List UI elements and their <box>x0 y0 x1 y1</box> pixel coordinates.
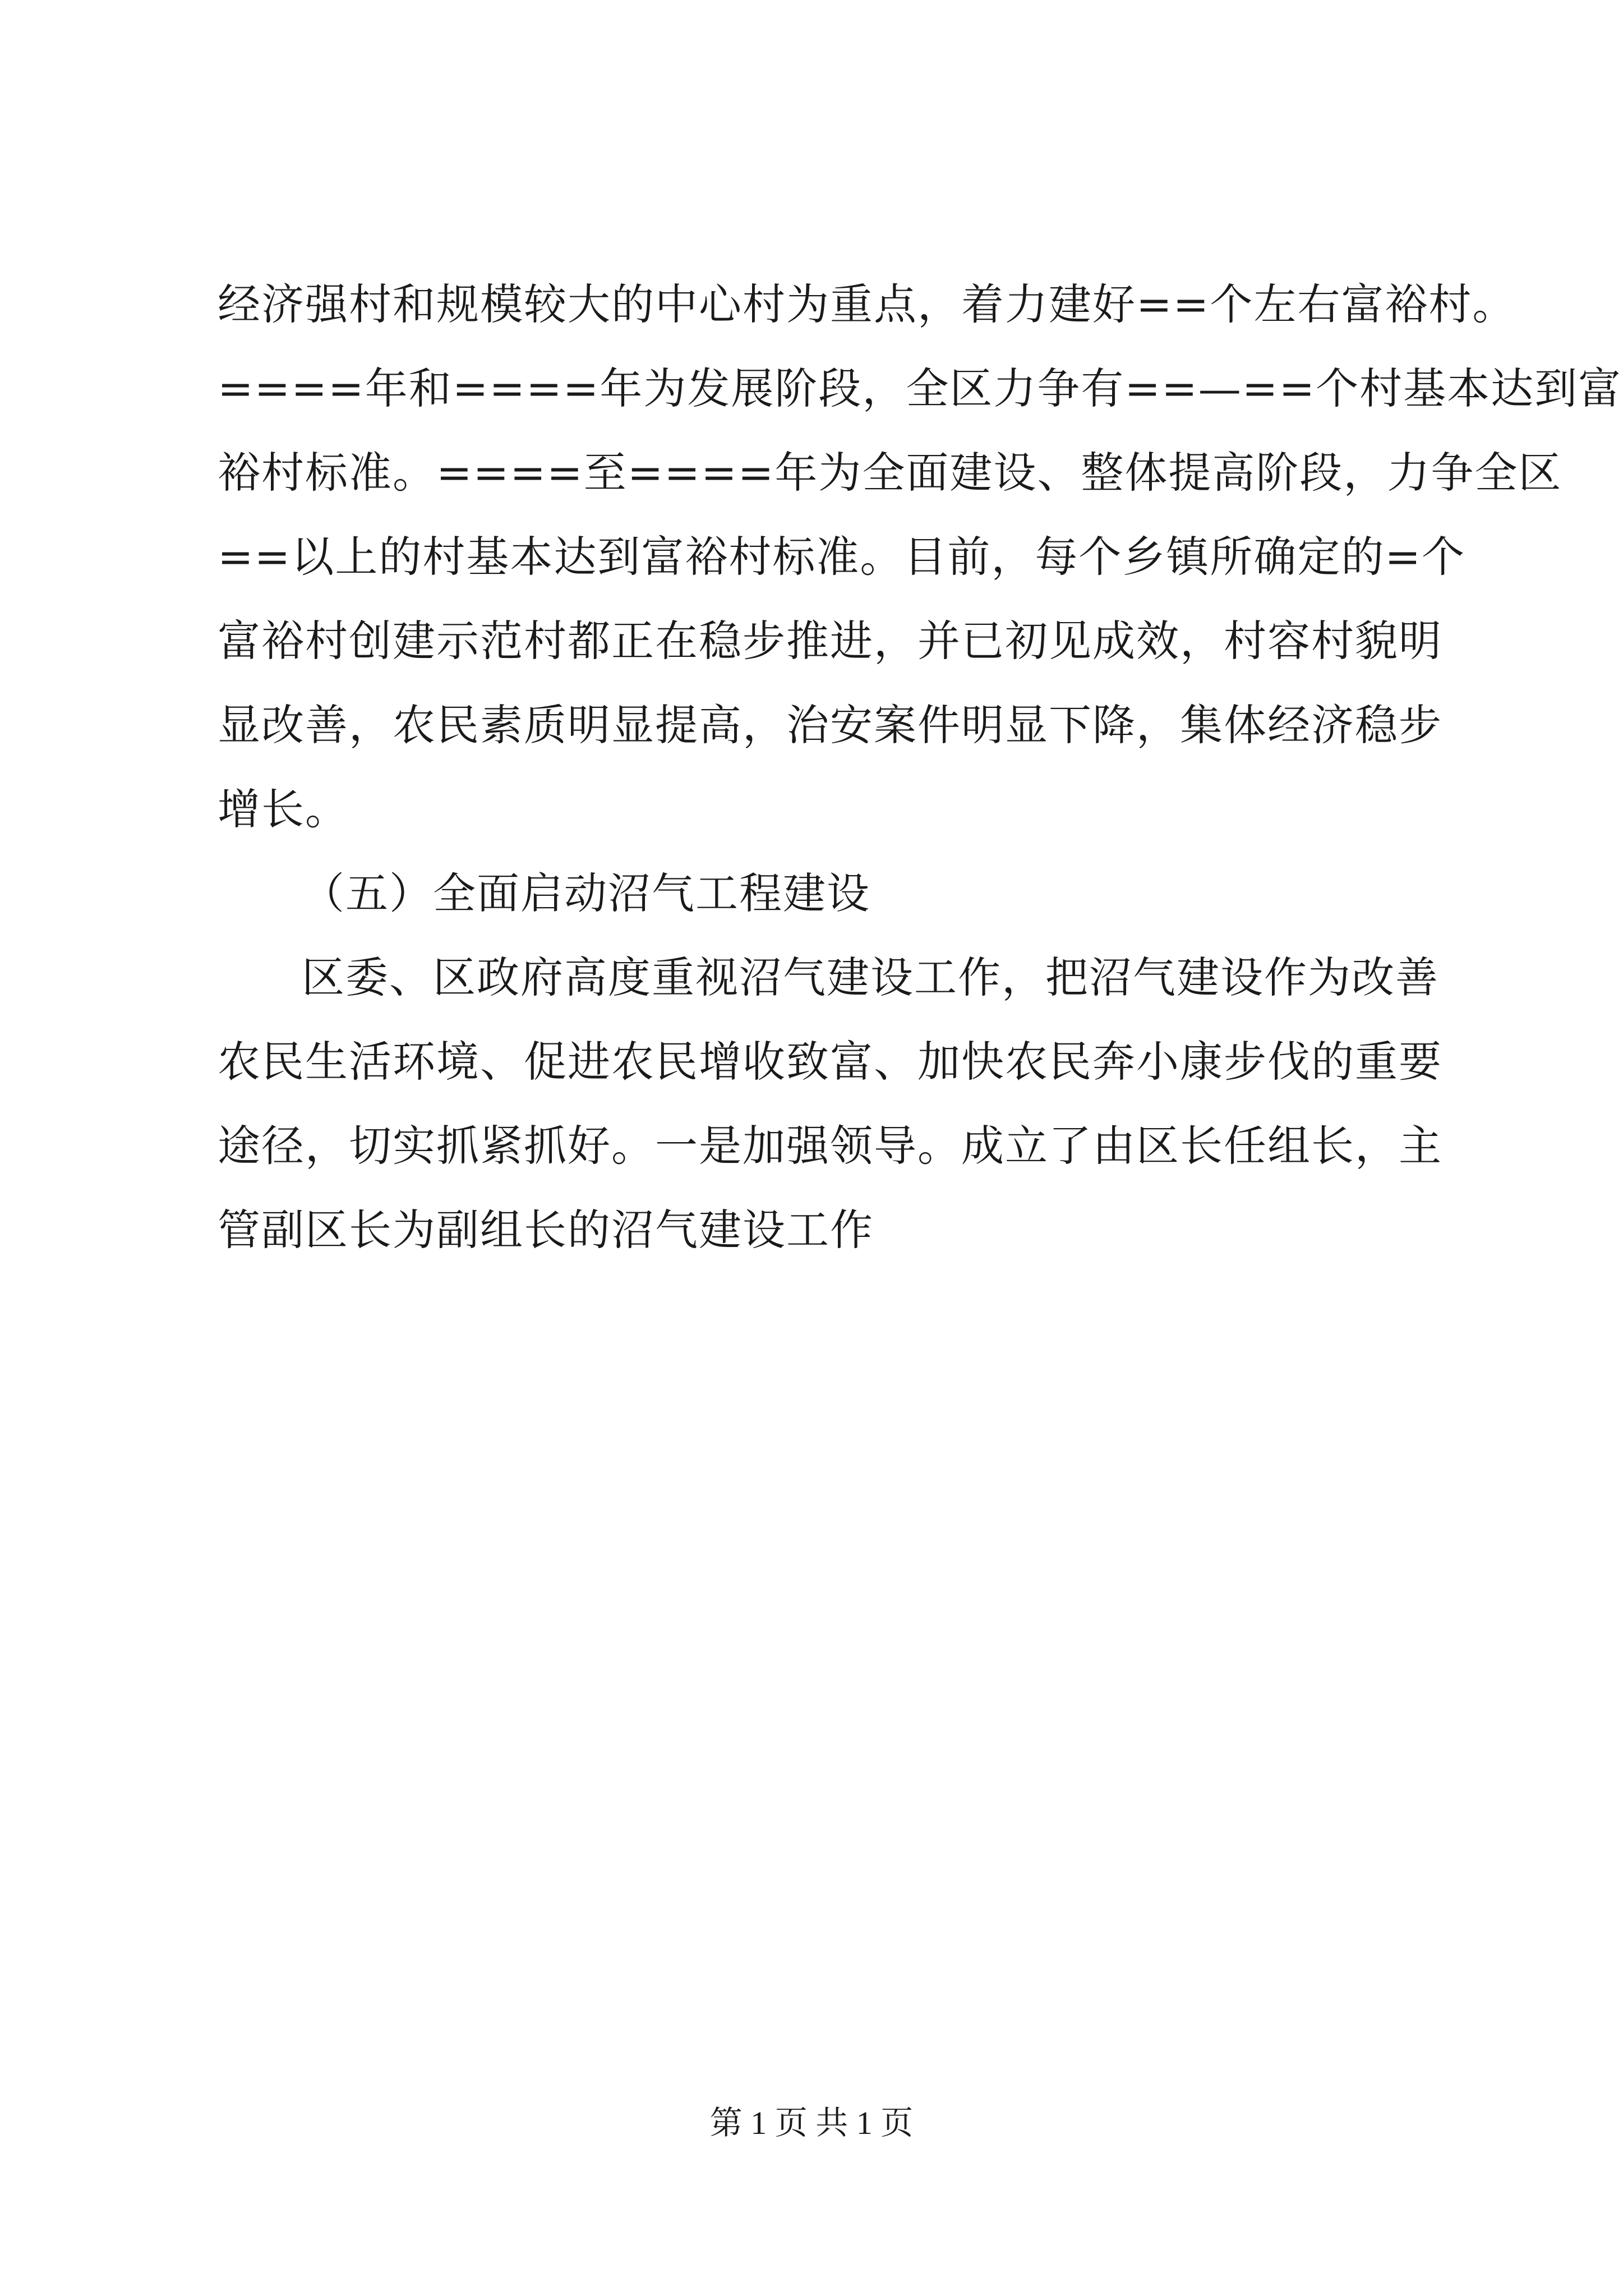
body-line: 管副区长为副组长的沼气建设工作 <box>218 1205 874 1255</box>
body-line: 区委、区政府高度重视沼气建设工作，把沼气建设作为改善 <box>302 953 1439 1002</box>
body-line: 显改善，农民素质明显提高，治安案件明显下降，集体经济稳步 <box>218 700 1442 750</box>
body-line: 富裕村创建示范村都正在稳步推进，并已初见成效，村容村貌明 <box>218 616 1442 666</box>
body-line: 经济强村和规模较大的中心村为重点，着力建好==个左右富裕村。 <box>218 279 1516 329</box>
body-line: 裕村标准。====至====年为全面建设、整体提高阶段，力争全区 <box>218 448 1562 498</box>
body-line: 农民生活环境、促进农民增收致富、加快农民奔小康步伐的重要 <box>218 1037 1442 1087</box>
section-heading: （五）全面启动沼气工程建设 <box>302 868 870 918</box>
body-line: 增长。 <box>218 784 349 834</box>
body-line: ==以上的村基本达到富裕村标准。目前，每个乡镇所确定的=个 <box>218 532 1466 582</box>
body-line: ====年和====年为发展阶段，全区力争有==—==个村基本达到富 <box>218 364 1622 413</box>
document-body <box>218 263 1622 1272</box>
body-line: 途径，切实抓紧抓好。一是加强领导。成立了由区长任组长，主 <box>218 1121 1442 1171</box>
page-footer: 第 1 页 共 1 页 <box>709 2105 914 2141</box>
